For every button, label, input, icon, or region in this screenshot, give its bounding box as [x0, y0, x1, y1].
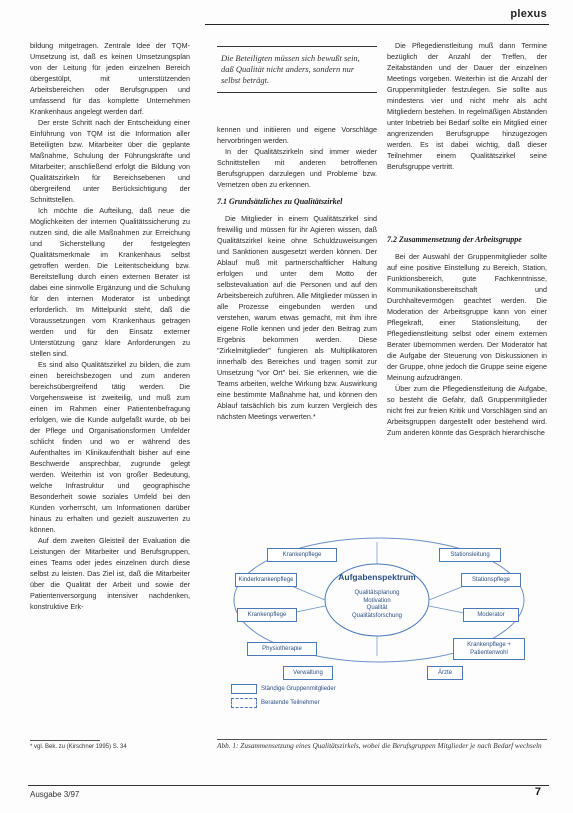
header-rule [205, 24, 549, 25]
column-right [387, 40, 547, 172]
node-aerzte: Ärzte [427, 666, 463, 680]
column-right-lower [387, 228, 547, 438]
legend-swatch-advisory [231, 698, 257, 708]
center-item: Qualität [366, 605, 388, 611]
center-items [327, 590, 427, 620]
legend-label-permanent: Ständige Gruppenmitglieder [261, 686, 336, 692]
node-stationsleitung: Stationsleitung [439, 548, 501, 562]
legend-label-advisory: Beratende Teilnehmer [261, 700, 320, 706]
section-heading: 7.2 Zusammensetzung der Arbeitsgruppe [387, 235, 522, 244]
node-krankenpflege-2: Krankenpflege [237, 608, 297, 622]
node-kinderkrankenpflege: Kinderkrankenpflege [235, 573, 297, 587]
pull-quote: Die Beteiligten müssen sich bewußt sein, daß Qualität nicht anders, sondern nur selbst beträgt. [217, 46, 377, 93]
issue-label: Ausgabe 3/97 [30, 790, 80, 799]
column-middle [217, 124, 377, 422]
node-patientenwohl: Krankenpflege + Patientenwohl [453, 638, 525, 660]
figure-caption: Abb. 1: Zusammensetzung eines Qualitätszirkels, wobei die Berufsgruppen Mitglieder je nach Bedarf wechseln [217, 741, 542, 750]
paragraph: Die Mitglieder in einem Qualitätszirkel sind freiwillig und müssen für ihr Agieren wissen, daß Qualitätszirkel keine ohne Schuldzuweisungen und Sanktionen ausgesetzt werden können. Der Ablauf muß mit partnerschaftlicher Haltung erfolgen und unter dem Motto der selbstevaluation auf die Personen und auf den Arbeitsbereich zuführen. Alle Mitglieder müssen in alle Prozesse eingebunden werden und verstehen, warum etwas gemacht, mit ihm ihre eigene Rolle kennen und jeder den Beitrag zum Ergebnis bekommen werden. Diese "Zirkelmitglieder" fungieren als Multiplikatoren innerhalb des Bereiches und tragen somit zur Umsetzung "vor Ort" bei. Sie erkennen, wie die Teams arbeiten, welche Wirkung bzw. Auswirkung eine bestimmte Maßnahme hat, und können den Ablauf tatsächlich bis zum kurzen Vergleich des nächsten Meetings verwerten.* [217, 214, 377, 421]
node-moderator: Moderator [463, 608, 519, 622]
node-physiotherapie: Physiotherapie [247, 642, 317, 656]
legend-swatch-permanent [231, 684, 257, 694]
paragraph: Bei der Auswahl der Gruppenmitglieder sollte auf eine positive Einstellung zu Bereich, Station, Funktionsbereich, gute Fachkenntnisse, Kommunikationsbereitschaft und Durchhaltevermögen geachtet werden. Die Moderation der Arbeitsgruppe kann von einer Pflegekraft, einer Stationsleitung, der Pflegedienstleitung selbst oder einem externen Berater übernommen werden. Der Moderator hat die Aufgabe der Steuerung von Diskussionen in der Gruppe, ohne jedoch die Gruppe seine eigene Meinung aufzudrängen. [387, 252, 547, 382]
footnote: * vgl. Bek. zu (Kirschner 1995) S. 34 [30, 744, 127, 750]
paragraph: Die Pflegedienstleitung muß dann Termine bezüglich der Anzahl der Treffen, der Zeitabständen und der Dauer der einzelnen Meetings vorgeben. Weiterhin ist die Anzahl der Gruppenmitglieder festzulegen. Sie sollte aus mindestens vier und nicht mehr als acht Mitgliedern bestehen. In regelmäßigen Abständen unter Inbetrieb bei Bedarf sollte ein Mitglied einer angrenzenden Berufsgruppe hinzugezogen werden. Es ist dabei wichtig, daß dieser Teilnehmer einem Qualitätszirkel seine Berufsgruppe vertritt. [387, 41, 547, 171]
footnote-rule [30, 740, 100, 741]
paragraph: In der Qualitätszirkeln sind immer wieder Schnittstellen mit anderen betroffenen Berufsgruppen darzulegen und Probleme bzw. Vernetzen oben zu erkennen. [217, 147, 377, 189]
column-left [30, 40, 190, 612]
node-krankenpflege: Krankenpflege [267, 548, 337, 562]
center-item: Qualitätsforschung [351, 612, 403, 619]
footer-rule [28, 785, 549, 786]
center-item: Qualitätsplanung [354, 590, 400, 596]
center-title: Aufgabenspektrum [338, 572, 416, 582]
page-number: 7 [534, 786, 541, 798]
paragraph: Ich möchte die Aufteilung, daß neue die Möglichkeiten der internen Qualitätssicherung zu nutzen sind, die alle Maßnahmen zur Erreichung und Sicherstellung der festgelegten Qualitätsmerkmale im Krankenhaus selbst getroffen werden. Die Leitentscheidung bzw. Bereitstellung durch einen externen Berater ist dabei eine sinnvolle Ergänzung und die Schulung für den internen Moderator ist unbedingt erforderlich. Im Mittelpunkt steht, daß die Voraussetzungen vom Krankenhaus getragen werden und für den Einsatz externer Unterstützung ganz klare Anforderungen zu stellen sind. [30, 206, 190, 358]
section-heading: 7.1 Grundsätzliches zu Qualitätszirkel [217, 197, 343, 206]
team-diagram [217, 528, 547, 728]
caption-rule [217, 739, 547, 740]
node-stationspflege: Stationspflege [461, 573, 521, 587]
center-item: Motivation [363, 597, 391, 604]
paragraph: kennen und initiieren und eigene Vorschläge hervorbringen werden. [217, 125, 377, 145]
paragraph: Auf dem zweiten Gleisteil der Evaluation die Leistungen der Mitarbeiter und Berufsgruppen, eines Teams oder jedes einzelnen durch diese selbst zu leisten. Das Ziel ist, daß die Mitarbeiter über die Qualität der Arbeit und sowie der Patientenversorgung intensiver nachdenken, konstruktive Erk- [30, 536, 190, 611]
node-verwaltung: Verwaltung [283, 666, 333, 680]
paragraph: Der erste Schritt nach der Entscheidung einer Einführung von TQM ist die Information aller Beteiligten bzw. Mitarbeiter über die geplante Maßnahme, Schulung der Führungskräfte und Mitarbeiter; anschließend erfolgt die Bildung von Qualitätszirkeln für Bereichsebenen und übergreifend unter Berücksichtigung der Schnittstellen. [30, 118, 190, 204]
paragraph: bildung mitgetragen. Zentrale Idee der TQM-Umsetzung ist, daß es keinen Umsetzungsplan von der Leitung für jeden einzelnen Bereich übergestülpt, mit unterstützenden Arbeitsbereichen oder Berufsgruppen und umfassend für das komplette Unternehmen Krankenhaus angelegt werden darf. [30, 41, 190, 116]
magazine-title: plexus [510, 8, 547, 20]
paragraph: Über zum die Pflegedienstleitung die Aufgabe, so besteht die Gefahr, daß Gruppenmitglieder nicht frei zur freien Kritik und Vorschlägen sind an Arbeitsgruppen dargestellt oder bestehend wird. Zum anderen könnte das Gespräch hierarchische [387, 384, 547, 437]
paragraph: Es sind also Qualitätszirkel zu bilden, die zum einen bereichsbezogen und zum anderen bereichsübergreifend tätig werden. Die Vorgehensweise ist zweiteilig, und muß zum einen im Rahmen einer Patientenbefragung erfolgen, wie die Kunde aufgefaßt wurde, ob bei der Pflege und Organisationsformen Umfelder schlicht finden und wo er während des Aufenthaltes im Klinikaufenthalt bisher auf eine Beschwerde ansprechbar, zugrunde gelegt werden. Weiterhin ist von großer Bedeutung, welche Infrastruktur und geographische Besonderheit sowie soziales Umfeld bei den Kunden vorherrscht, um Informationen darüber hinaus zu erhalten und gezielt auszuwerten zu können. [30, 360, 190, 534]
